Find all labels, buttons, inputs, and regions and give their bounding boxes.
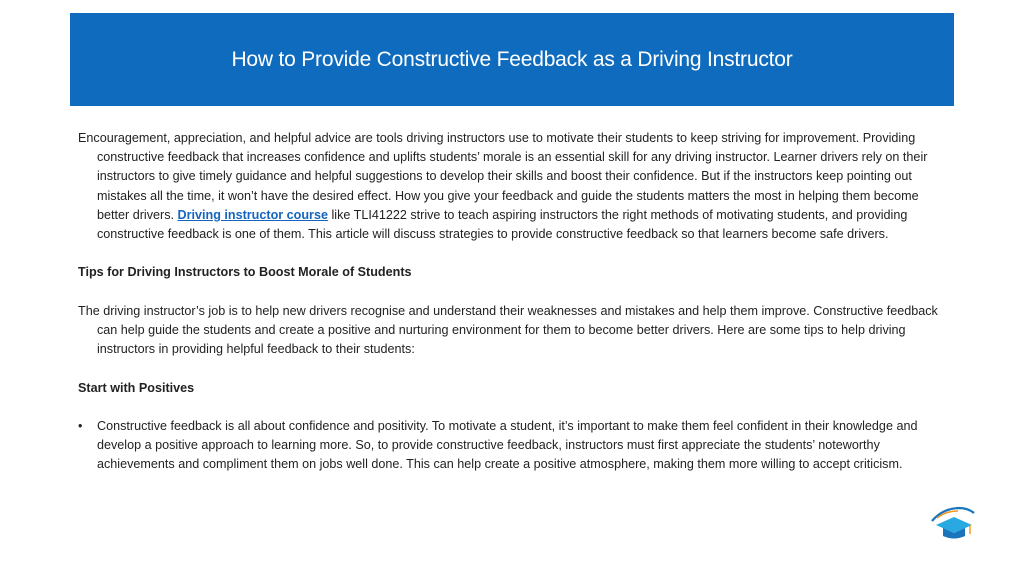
title-banner: [70, 13, 954, 106]
start-with-positives-heading: Start with Positives: [78, 380, 195, 395]
intro-paragraph: [78, 129, 946, 244]
page-title: How to Provide Constructive Feedback as a Driving Instructor: [231, 47, 793, 71]
graduation-cap-logo-icon: [928, 505, 976, 541]
article-body: [78, 129, 946, 475]
tips-heading: Tips for Driving Instructors to Boost Morale of Students: [78, 265, 412, 280]
intro-text-after-link: like TLI41222 strive to teach aspiring instructors the right methods of motivating students, and providing constructive feedback is one of them. This article will discuss strategies to provide constructive feedback so that learners become safe drivers.: [97, 207, 908, 242]
bullet-text: Constructive feedback is all about confidence and positivity. To motivate a student, it’s important to make them feel confident in their knowledge and develop a positive approach to learning more. So, to provide constructive feedback, instructors must first appreciate the students’ noteworthy achievements and compliment them on jobs well done. This can help create a positive atmosphere, making them more willing to accept criticism.: [97, 418, 918, 472]
tips-paragraph: The driving instructor’s job is to help new drivers recognise and understand their weaknesses and mistakes and help them improve. Constructive feedback can help guide the students and create a positive and nurturing environment for them to become better drivers. Here are some tips to help driving instructors in providing helpful feedback to their students:: [78, 303, 938, 357]
bullet-item: [78, 417, 946, 475]
bullet-symbol: •: [78, 418, 83, 433]
driving-instructor-course-link[interactable]: Driving instructor course: [177, 207, 328, 222]
intro-text-before-link: Encouragement, appreciation, and helpful advice are tools driving instructors use to motivate their students to keep striving for improvement. Providing constructive feedback that increases confidence and uplifts students’ morale is an essential skill for any driving instructor. Learner drivers rely on their instructors to give timely guidance and helpful suggestions to develop their skills and boost their confidence. But if the instructors keep pointing out mistakes all the time, it won’t have the desired effect. How you give your feedback and guide the students matters the most in helping them become better drivers.: [78, 131, 928, 222]
